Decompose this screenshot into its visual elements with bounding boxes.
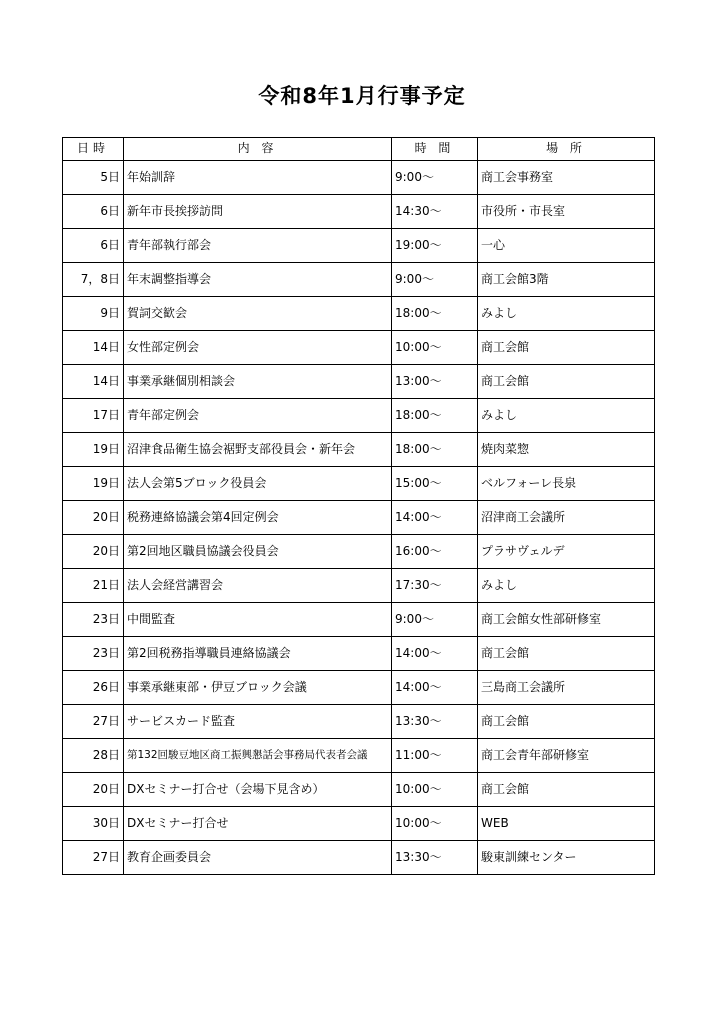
cell-place: 商工会館3階 [478,263,655,297]
header-place: 場 所 [478,138,655,161]
cell-place: 市役所・市長室 [478,195,655,229]
cell-place: 商工会館 [478,365,655,399]
cell-time: 14:00～ [392,671,478,705]
cell-date: 19日 [63,467,124,501]
table-row [63,773,655,807]
cell-content: 年末調整指導会 [124,263,392,297]
cell-content: 青年部定例会 [124,399,392,433]
cell-time: 13:30～ [392,705,478,739]
cell-date: 27日 [63,705,124,739]
cell-time: 13:30～ [392,841,478,875]
cell-content: 法人会経営講習会 [124,569,392,603]
cell-place: 三島商工会議所 [478,671,655,705]
cell-date: 23日 [63,603,124,637]
cell-time: 14:00～ [392,637,478,671]
cell-place: 沼津商工会議所 [478,501,655,535]
cell-place: 商工会館 [478,331,655,365]
cell-content: 青年部執行部会 [124,229,392,263]
table-row [63,297,655,331]
cell-date: 28日 [63,739,124,773]
cell-content: 法人会第5ブロック役員会 [124,467,392,501]
cell-place: ベルフォーレ長泉 [478,467,655,501]
cell-time: 14:30～ [392,195,478,229]
cell-content: 第132回駿豆地区商工振興懇話会事務局代表者会議 [124,739,392,773]
table-row [63,807,655,841]
table-row [63,433,655,467]
cell-place: 商工会館 [478,637,655,671]
cell-place: 商工会館 [478,773,655,807]
cell-date: 6日 [63,229,124,263]
cell-date: 5日 [63,161,124,195]
cell-content: 女性部定例会 [124,331,392,365]
table-row [63,841,655,875]
cell-time: 16:00～ [392,535,478,569]
cell-date: 20日 [63,535,124,569]
cell-date: 7，8日 [63,263,124,297]
cell-date: 17日 [63,399,124,433]
cell-content: DXセミナー打合せ（会場下見含め） [124,773,392,807]
cell-date: 20日 [63,773,124,807]
table-row [63,705,655,739]
cell-time: 10:00～ [392,807,478,841]
cell-place: 一心 [478,229,655,263]
cell-date: 30日 [63,807,124,841]
cell-time: 14:00～ [392,501,478,535]
cell-time: 13:00～ [392,365,478,399]
cell-date: 19日 [63,433,124,467]
cell-content: 税務連絡協議会第4回定例会 [124,501,392,535]
cell-place: 駿東訓練センター [478,841,655,875]
header-time: 時 間 [392,138,478,161]
cell-time: 9:00～ [392,603,478,637]
cell-time: 15:00～ [392,467,478,501]
cell-place: 商工会館 [478,705,655,739]
table-row [63,331,655,365]
cell-time: 10:00～ [392,773,478,807]
table-row [63,365,655,399]
table-row [63,739,655,773]
cell-content: 第2回税務指導職員連絡協議会 [124,637,392,671]
table-row [63,161,655,195]
cell-place: みよし [478,399,655,433]
header-content: 内 容 [124,138,392,161]
cell-place: みよし [478,569,655,603]
cell-content: 教育企画委員会 [124,841,392,875]
cell-content: 沼津食品衛生協会裾野支部役員会・新年会 [124,433,392,467]
cell-time: 10:00～ [392,331,478,365]
table-row [63,637,655,671]
cell-time: 11:00～ [392,739,478,773]
header-date: 日時 [63,138,124,161]
schedule-table [62,137,655,875]
cell-date: 20日 [63,501,124,535]
cell-place: 商工会青年部研修室 [478,739,655,773]
cell-place: 商工会事務室 [478,161,655,195]
cell-date: 9日 [63,297,124,331]
cell-time: 9:00～ [392,161,478,195]
cell-date: 27日 [63,841,124,875]
table-row [63,263,655,297]
cell-time: 18:00～ [392,399,478,433]
cell-date: 14日 [63,331,124,365]
cell-content: サービスカード監査 [124,705,392,739]
cell-content: 年始訓辞 [124,161,392,195]
header-row [63,138,655,161]
table-row [63,671,655,705]
cell-date: 14日 [63,365,124,399]
cell-date: 23日 [63,637,124,671]
cell-place: 焼肉菜惣 [478,433,655,467]
cell-date: 26日 [63,671,124,705]
table-row [63,195,655,229]
table-row [63,569,655,603]
cell-time: 17:30～ [392,569,478,603]
cell-time: 19:00～ [392,229,478,263]
cell-place: プラサヴェルデ [478,535,655,569]
cell-content: DXセミナー打合せ [124,807,392,841]
cell-content: 賀詞交歓会 [124,297,392,331]
table-row [63,535,655,569]
cell-content: 事業承継東部・伊豆ブロック会議 [124,671,392,705]
cell-date: 21日 [63,569,124,603]
page-title: 令和8年1月行事予定 [258,84,466,108]
cell-content: 新年市長挨拶訪問 [124,195,392,229]
cell-time: 9:00～ [392,263,478,297]
table-row [63,467,655,501]
cell-place: みよし [478,297,655,331]
table-row [63,501,655,535]
cell-time: 18:00～ [392,297,478,331]
cell-place: WEB [478,807,655,841]
table-row [63,603,655,637]
table-row [63,399,655,433]
cell-content: 事業承継個別相談会 [124,365,392,399]
cell-content: 中間監査 [124,603,392,637]
cell-date: 6日 [63,195,124,229]
table-row [63,229,655,263]
cell-place: 商工会館女性部研修室 [478,603,655,637]
cell-time: 18:00～ [392,433,478,467]
cell-content: 第2回地区職員協議会役員会 [124,535,392,569]
